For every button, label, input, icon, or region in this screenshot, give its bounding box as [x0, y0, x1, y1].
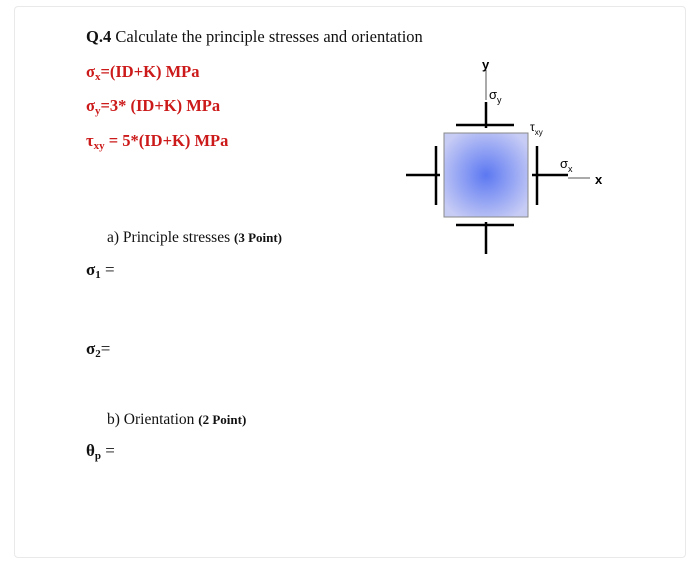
sigma-y-label: $\sigma_y$ [489, 87, 502, 105]
part-a-points: (3 Point) [233, 230, 283, 245]
subscript: 1 [95, 269, 101, 281]
question-text: Calculate the principle stresses and orientation [115, 27, 423, 46]
tau-symbol: τ [86, 131, 94, 150]
tau-xy-label: $\tau_{xy}$ [530, 120, 543, 137]
subscript: x [94, 71, 101, 83]
subscript: y [94, 105, 101, 117]
expression: =(ID+K) MPa [100, 62, 200, 81]
sigma-x-label: $\sigma_x$ [560, 156, 573, 174]
subscript: xy [93, 140, 105, 152]
expression: =3* (ID+K) MPa [100, 96, 221, 115]
y-axis-label: y [482, 57, 490, 72]
expression: = 5*(ID+K) MPa [104, 131, 229, 150]
question-number: Q.4 [86, 27, 112, 46]
sigma-symbol: σ [86, 96, 95, 115]
theta-symbol: θ [86, 441, 95, 460]
sigma-symbol: σ [86, 339, 96, 358]
part-b-label: b) Orientation [107, 411, 195, 428]
equals-sign: = [100, 260, 115, 279]
subscript: 2 [95, 348, 101, 360]
subscript: p [94, 450, 101, 462]
equals-sign: = [100, 339, 111, 358]
sigma-symbol: σ [86, 260, 96, 279]
part-b-points: (2 Point) [198, 412, 247, 427]
sigma-symbol: σ [86, 62, 95, 81]
stress-element-square [444, 133, 528, 217]
equals-sign: = [101, 441, 115, 460]
part-a-label: a) Principle stresses [107, 229, 231, 246]
x-axis-label: x [595, 172, 603, 187]
